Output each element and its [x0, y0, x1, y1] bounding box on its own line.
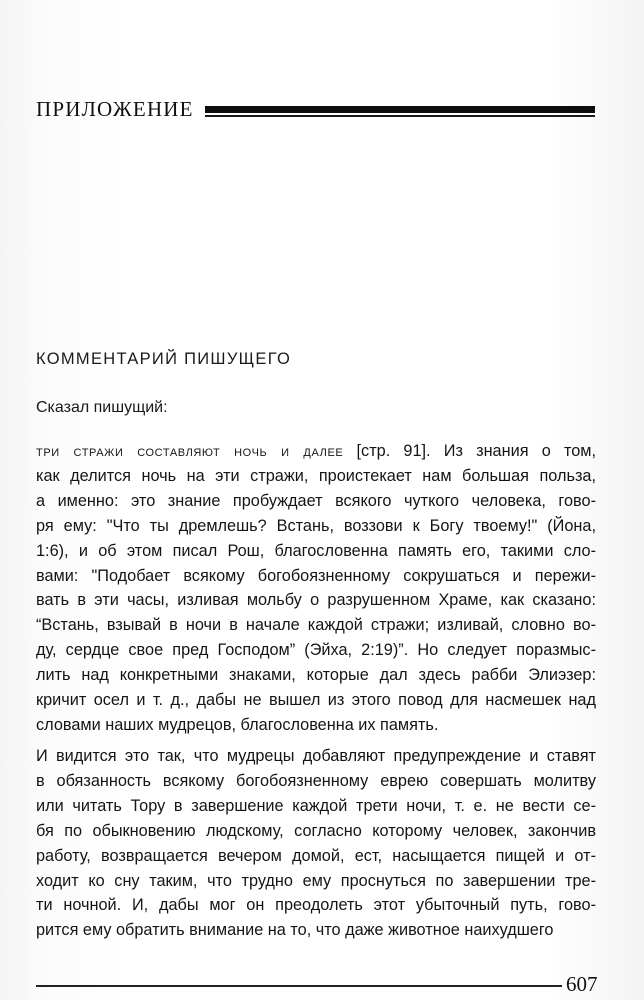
paragraph-2: [36, 744, 596, 943]
header-rule-thin: [205, 115, 595, 117]
text-line: в обязанность всякому богобоязненному еврею совершать молитву: [36, 771, 596, 790]
page-number: 607: [566, 972, 598, 996]
text-line: три стражи составляют ночь и далее [стр. 91]. Из знания о том,: [36, 442, 596, 460]
running-header: ПРИЛОЖЕНИЕ: [36, 97, 194, 121]
paragraph-1: [36, 439, 596, 738]
text-line: лить над конкретными знаками, которые дал здесь рабби Элиэзер:: [36, 666, 596, 685]
lead-line: Сказал пишущий:: [36, 399, 168, 416]
header-rule-thick: [205, 106, 595, 113]
text-line: “Встань, взывай в ночи в начале каждой стражи; изливай, словно во-: [36, 616, 596, 635]
text-line: вать в эти часы, изливая мольбу о разрушенном Храме, как сказано:: [36, 591, 596, 610]
text-line: бя по обыкновению людскому, согласно которому человек, закончив: [36, 821, 596, 840]
section-title: КОММЕНТАРИЙ ПИШУЩЕГО: [36, 350, 292, 368]
text-line: вами: "Подобает всякому богобоязненному сокрушаться и пережи-: [36, 566, 596, 585]
text-line: рится ему обратить внимание на то, что даже животное наихудшего: [36, 921, 554, 940]
footer-rule: [36, 985, 562, 987]
text-line: кричит осел и т. д., дабы не вышел из этого повод для насмешек над: [36, 691, 596, 710]
text-line: И видится это так, что мудрецы добавляют предупреждение и ставят: [36, 747, 596, 765]
text-line: ти ночной. И, дабы мог он преодолеть этот убыточный путь, гово-: [36, 896, 596, 915]
text-line: ря ему: "Что ты дремлешь? Встань, воззови к Богу твоему!" (Йона,: [36, 516, 596, 535]
text-line: а именно: это знание пробуждает всякого чуткого человека, гово-: [36, 491, 596, 510]
text-line: или читать Тору в завершение каждой трети ночи, т. е. не вести се-: [36, 796, 596, 815]
text-line: работу, возвращается вечером домой, ест, насыщается пищей и от-: [36, 846, 596, 865]
text-line: ходит ко сну таким, что трудно ему проснуться по завершении тре-: [36, 871, 596, 890]
text-line: 1:6), и об этом писал Рош, благословенна память его, такими сло-: [36, 541, 596, 560]
text-line: как делится ночь на эти стражи, проистекает нам большая польза,: [36, 466, 596, 485]
text-line: ду, сердце свое пред Господом” (Эйха, 2:19)”. Но следует поразмыс-: [36, 641, 596, 660]
lemma-lead-in: три стражи составляют ночь и далее: [36, 442, 344, 460]
text-line: словами наших мудрецов, благословенна их память.: [36, 715, 439, 734]
